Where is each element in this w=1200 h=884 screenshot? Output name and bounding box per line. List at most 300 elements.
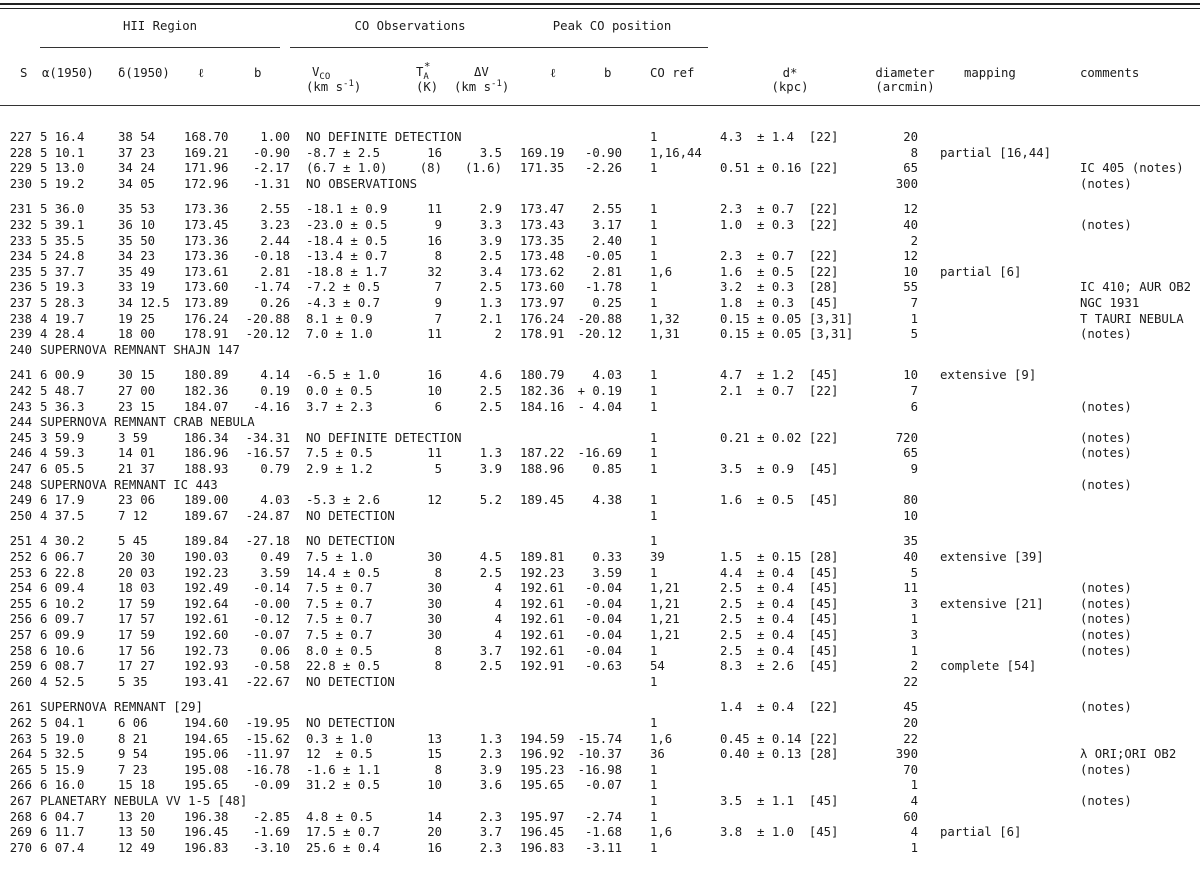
row-237-diam: 7: [910, 296, 918, 310]
col-s: S: [20, 66, 28, 80]
row-238-ta: 7: [434, 311, 442, 326]
row-231-ta: 11: [427, 202, 442, 217]
row-238-pl: 176.24: [520, 311, 565, 326]
row-263-l: 194.65: [184, 731, 229, 746]
col-b: b: [254, 66, 262, 80]
row-231-s: 231: [9, 202, 32, 217]
row-249-ta: 12: [427, 493, 442, 508]
row-270-ta: 16: [427, 840, 442, 855]
row-228-d: 37 23: [118, 145, 156, 160]
row-245-d: 3 59: [118, 430, 148, 445]
row-250-v: NO DETECTION: [306, 508, 395, 523]
row-255-ta: 30: [427, 596, 442, 611]
row-241-a: 6 00.9: [40, 368, 85, 383]
row-247-pb: 0.85: [592, 462, 622, 476]
row-246-ta: 11: [427, 446, 442, 461]
row-263-diam: 22: [903, 731, 918, 746]
row-231-pb: 2.55: [592, 202, 622, 217]
row-234-d: 34 23: [118, 249, 156, 264]
row-247-ta: 5: [434, 462, 442, 476]
row-236-dv: 2.5: [479, 280, 502, 295]
row-249-pl: 189.45: [520, 493, 565, 508]
row-239-com: (notes): [1080, 327, 1132, 342]
row-260-ref: 1: [650, 674, 658, 689]
row-243-dv: 2.5: [479, 399, 502, 414]
row-246-com: (notes): [1080, 446, 1132, 461]
row-241-l: 180.89: [184, 368, 229, 383]
row-270-l: 196.83: [184, 840, 229, 855]
row-261-dist: 1.4 ± 0.4 [22]: [720, 700, 839, 715]
row-264-a: 5 32.5: [40, 747, 85, 762]
row-255-ref: 1,21: [650, 596, 680, 611]
row-233-b: 2.44: [260, 233, 290, 248]
row-252-pb: 0.33: [592, 550, 622, 564]
row-255-pb: -0.04: [584, 596, 622, 611]
col-peak-l: ℓ: [550, 66, 556, 80]
row-256-a: 6 09.7: [40, 612, 85, 627]
row-233-diam: 2: [910, 233, 918, 248]
row-258-ref: 1: [650, 643, 658, 658]
row-246-pb: -16.69: [577, 446, 622, 461]
col-peak-b: b: [604, 66, 612, 80]
row-258-b: 0.06: [260, 643, 290, 658]
row-258-s: 258: [9, 643, 32, 658]
row-257-ref: 1,21: [650, 628, 680, 642]
row-232-dist: 1.0 ± 0.3 [22]: [720, 218, 839, 232]
row-245-v: NO DEFINITE DETECTION: [306, 430, 462, 445]
row-263-s: 263: [9, 731, 32, 746]
row-253-ref: 1: [650, 565, 658, 580]
row-231-dv: 2.9: [479, 202, 502, 217]
row-258-pb: -0.04: [584, 643, 622, 658]
row-267-s: 267: [9, 794, 32, 808]
row-264-pl: 196.92: [520, 747, 565, 762]
row-235-map: partial [6]: [940, 264, 1022, 279]
row-232-l: 173.45: [184, 218, 229, 232]
row-232-v: -23.0 ± 0.5: [306, 218, 388, 232]
row-264-l: 195.06: [184, 747, 229, 762]
row-237-a: 5 28.3: [40, 296, 85, 310]
row-265-b: -16.78: [245, 762, 290, 777]
row-235-s: 235: [9, 264, 32, 279]
row-269-pb: -1.68: [584, 825, 622, 840]
row-249-a: 6 17.9: [40, 493, 85, 508]
row-252-b: 0.49: [260, 550, 290, 564]
row-239-dv: 2: [494, 327, 502, 342]
row-243-b: -4.16: [252, 399, 290, 414]
row-266-diam: 1: [910, 778, 918, 793]
row-250-l: 189.67: [184, 508, 229, 523]
row-250-s: 250: [9, 508, 32, 523]
row-239-dist: 0.15 ± 0.05 [3,31]: [720, 327, 854, 342]
row-227-v: NO DEFINITE DETECTION: [306, 130, 462, 144]
row-233-ref: 1: [650, 233, 658, 248]
row-265-d: 7 23: [118, 762, 148, 777]
row-236-com: IC 410; AUR OB2: [1080, 280, 1192, 295]
row-270-a: 6 07.4: [40, 840, 85, 855]
col-vco-unit-label: (km s: [306, 80, 344, 94]
row-229-l: 171.96: [184, 161, 229, 176]
row-240-a: SUPERNOVA REMNANT SHAJN 147: [40, 342, 240, 357]
row-263-b: -15.62: [245, 731, 290, 746]
row-270-pb: -3.11: [584, 840, 622, 855]
row-239-pl: 178.91: [520, 327, 565, 342]
row-243-com: (notes): [1080, 399, 1132, 414]
row-230-s: 230: [9, 176, 32, 191]
row-258-com: (notes): [1080, 643, 1132, 658]
row-268-ref: 1: [650, 809, 658, 824]
row-230-a: 5 19.2: [40, 176, 85, 191]
row-256-com: (notes): [1080, 612, 1132, 627]
row-270-ref: 1: [650, 840, 658, 855]
row-246-dv: 1.3: [479, 446, 502, 461]
row-229-d: 34 24: [118, 161, 156, 176]
row-266-d: 15 18: [118, 778, 156, 793]
row-253-d: 20 03: [118, 565, 156, 580]
row-258-dv: 3.7: [479, 643, 502, 658]
row-237-l: 173.89: [184, 296, 229, 310]
row-236-d: 33 19: [118, 280, 156, 295]
row-245-ref: 1: [650, 430, 658, 445]
row-236-pb: -1.78: [584, 280, 622, 295]
row-228-a: 5 10.1: [40, 145, 85, 160]
row-270-b: -3.10: [252, 840, 290, 855]
row-270-pl: 196.83: [520, 840, 565, 855]
row-234-dv: 2.5: [479, 249, 502, 264]
row-263-d: 8 21: [118, 731, 148, 746]
row-254-s: 254: [9, 581, 32, 596]
row-270-s: 270: [9, 840, 32, 855]
row-239-l: 178.91: [184, 327, 229, 342]
row-243-diam: 6: [910, 399, 918, 414]
row-253-dv: 2.5: [479, 565, 502, 580]
row-259-d: 17 27: [118, 659, 156, 674]
row-254-d: 18 03: [118, 581, 156, 596]
row-228-map: partial [16,44]: [940, 145, 1052, 160]
row-229-s: 229: [9, 161, 32, 176]
row-233-l: 173.36: [184, 233, 229, 248]
row-238-pb: -20.88: [577, 311, 622, 326]
row-245-b: -34.31: [245, 430, 290, 445]
row-227-b: 1.00: [260, 130, 290, 144]
row-245-diam: 720: [895, 430, 918, 445]
row-244-s: 244: [9, 415, 32, 430]
row-253-a: 6 22.8: [40, 565, 85, 580]
row-232-ta: 9: [434, 218, 442, 232]
row-258-dist: 2.5 ± 0.4 [45]: [720, 643, 839, 658]
row-265-v: -1.6 ± 1.1: [306, 762, 381, 777]
col-l: ℓ: [198, 66, 204, 80]
row-239-s: 239: [9, 327, 32, 342]
row-265-diam: 70: [903, 762, 918, 777]
col-dv-unit-label: (km s: [454, 80, 492, 94]
row-257-pb: -0.04: [584, 628, 622, 642]
group-peak-co-position: Peak CO position: [552, 19, 672, 33]
row-246-v: 7.5 ± 0.5: [306, 446, 373, 461]
row-268-d: 13 20: [118, 809, 156, 824]
row-267-diam: 4: [910, 794, 918, 808]
row-239-b: -20.12: [245, 327, 290, 342]
row-264-v: 12 ± 0.5: [306, 747, 373, 762]
row-238-a: 4 19.7: [40, 311, 85, 326]
row-243-ta: 6: [434, 399, 442, 414]
row-246-s: 246: [9, 446, 32, 461]
row-267-a: PLANETARY NEBULA VV 1-5 [48]: [40, 794, 248, 808]
row-260-d: 5 35: [118, 674, 148, 689]
row-246-l: 186.96: [184, 446, 229, 461]
row-250-a: 4 37.5: [40, 508, 85, 523]
row-237-v: -4.3 ± 0.7: [306, 296, 381, 310]
row-255-com: (notes): [1080, 596, 1132, 611]
row-265-com: (notes): [1080, 762, 1132, 777]
row-236-ta: 7: [434, 280, 442, 295]
row-243-s: 243: [9, 399, 32, 414]
row-245-com: (notes): [1080, 430, 1132, 445]
row-263-dist: 0.45 ± 0.14 [22]: [720, 731, 839, 746]
row-236-diam: 55: [903, 280, 918, 295]
row-247-d: 21 37: [118, 462, 156, 476]
row-229-ta: (8): [419, 161, 442, 176]
row-235-l: 173.61: [184, 264, 229, 279]
row-242-v: 0.0 ± 0.5: [306, 384, 373, 398]
row-241-ta: 16: [427, 368, 442, 383]
row-253-s: 253: [9, 565, 32, 580]
row-269-b: -1.69: [252, 825, 290, 840]
row-228-s: 228: [9, 145, 32, 160]
row-236-ref: 1: [650, 280, 658, 295]
row-264-b: -11.97: [245, 747, 290, 762]
row-252-ta: 30: [427, 550, 442, 564]
row-263-a: 5 19.0: [40, 731, 85, 746]
row-254-ta: 30: [427, 581, 442, 596]
row-229-com: IC 405 (notes): [1080, 161, 1184, 176]
row-261-diam: 45: [903, 700, 918, 715]
row-233-ta: 16: [427, 233, 442, 248]
row-237-ref: 1: [650, 296, 658, 310]
row-227-ref: 1: [650, 130, 658, 144]
row-232-pl: 173.43: [520, 218, 565, 232]
row-243-l: 184.07: [184, 399, 229, 414]
row-257-diam: 3: [910, 628, 918, 642]
row-236-pl: 173.60: [520, 280, 565, 295]
row-227-dist: 4.3 ± 1.4 [22]: [720, 130, 839, 144]
row-235-ta: 32: [427, 264, 442, 279]
row-228-pb: -0.90: [584, 145, 622, 160]
row-235-dv: 3.4: [479, 264, 502, 279]
row-241-diam: 10: [903, 368, 918, 383]
row-253-l: 192.23: [184, 565, 229, 580]
row-255-b: -0.00: [252, 596, 290, 611]
row-252-pl: 189.81: [520, 550, 565, 564]
row-232-pb: 3.17: [592, 218, 622, 232]
row-236-s: 236: [9, 280, 32, 295]
row-231-a: 5 36.0: [40, 202, 85, 217]
row-239-d: 18 00: [118, 327, 156, 342]
col-ta-unit: (K): [416, 80, 439, 94]
row-243-pb: - 4.04: [577, 399, 622, 414]
row-257-v: 7.5 ± 0.7: [306, 628, 373, 642]
row-229-pl: 171.35: [520, 161, 565, 176]
row-253-v: 14.4 ± 0.5: [306, 565, 381, 580]
row-241-ref: 1: [650, 368, 658, 383]
row-234-a: 5 24.8: [40, 249, 85, 264]
row-254-pb: -0.04: [584, 581, 622, 596]
row-238-v: 8.1 ± 0.9: [306, 311, 373, 326]
row-266-ta: 10: [427, 778, 442, 793]
row-259-ta: 8: [434, 659, 442, 674]
row-255-a: 6 10.2: [40, 596, 85, 611]
row-235-d: 35 49: [118, 264, 156, 279]
row-257-dist: 2.5 ± 0.4 [45]: [720, 628, 839, 642]
row-242-diam: 7: [910, 384, 918, 398]
row-237-s: 237: [9, 296, 32, 310]
row-243-a: 5 36.3: [40, 399, 85, 414]
row-245-a: 3 59.9: [40, 430, 85, 445]
row-254-diam: 11: [903, 581, 918, 596]
row-259-pb: -0.63: [584, 659, 622, 674]
row-248-a: SUPERNOVA REMNANT IC 443: [40, 477, 218, 492]
row-251-diam: 35: [903, 534, 918, 549]
row-262-diam: 20: [903, 716, 918, 730]
row-262-s: 262: [9, 716, 32, 730]
row-265-ref: 1: [650, 762, 658, 777]
row-232-diam: 40: [903, 218, 918, 232]
row-239-v: 7.0 ± 1.0: [306, 327, 373, 342]
row-252-a: 6 06.7: [40, 550, 85, 564]
row-262-l: 194.60: [184, 716, 229, 730]
row-265-pl: 195.23: [520, 762, 565, 777]
group-underline-hii: [40, 47, 280, 48]
row-255-dist: 2.5 ± 0.4 [45]: [720, 596, 839, 611]
row-243-v: 3.7 ± 2.3: [306, 399, 373, 414]
row-253-b: 3.59: [260, 565, 290, 580]
row-256-dist: 2.5 ± 0.4 [45]: [720, 612, 839, 627]
row-239-ta: 11: [427, 327, 442, 342]
row-233-v: -18.4 ± 0.5: [306, 233, 388, 248]
row-248-com: (notes): [1080, 477, 1132, 492]
row-266-dv: 3.6: [479, 778, 502, 793]
row-237-com: NGC 1931: [1080, 296, 1140, 310]
row-230-com: (notes): [1080, 176, 1132, 191]
row-257-ta: 30: [427, 628, 442, 642]
col-alpha: α(1950): [42, 66, 94, 80]
row-249-pb: 4.38: [592, 493, 622, 508]
group-underline-co: [290, 47, 530, 48]
row-245-l: 186.34: [184, 430, 229, 445]
col-dv: ΔV: [474, 65, 489, 79]
row-257-d: 17 59: [118, 628, 156, 642]
row-246-d: 14 01: [118, 446, 156, 461]
row-251-l: 189.84: [184, 534, 229, 549]
col-vco-label: V: [312, 65, 320, 79]
row-252-s: 252: [9, 550, 32, 564]
col-vco-unit: (km $s^{-1}$): [306, 79, 362, 94]
row-252-map: extensive [39]: [940, 550, 1044, 564]
row-265-l: 195.08: [184, 762, 229, 777]
row-231-dist: 2.3 ± 0.7 [22]: [720, 202, 839, 217]
row-255-d: 17 59: [118, 596, 156, 611]
row-259-v: 22.8 ± 0.5: [306, 659, 381, 674]
row-247-a: 6 05.5: [40, 462, 85, 476]
row-231-pl: 173.47: [520, 202, 565, 217]
row-228-ta: 16: [427, 145, 442, 160]
row-259-l: 192.93: [184, 659, 229, 674]
row-229-v: (6.7 ± 1.0): [306, 161, 388, 176]
col-ta: $T_A*$: [416, 60, 431, 82]
row-254-ref: 1,21: [650, 581, 680, 596]
row-232-com: (notes): [1080, 218, 1132, 232]
row-269-ref: 1,6: [650, 825, 673, 840]
row-228-diam: 8: [910, 145, 918, 160]
row-247-diam: 9: [910, 462, 918, 476]
row-255-dv: 4: [494, 596, 502, 611]
row-233-pb: 2.40: [592, 233, 622, 248]
row-233-d: 35 50: [118, 233, 156, 248]
row-258-a: 6 10.6: [40, 643, 85, 658]
col-dv-unit: (km $s^{-1}$): [454, 79, 510, 94]
row-255-v: 7.5 ± 0.7: [306, 596, 373, 611]
row-251-v: NO DETECTION: [306, 534, 395, 549]
row-259-dist: 8.3 ± 2.6 [45]: [720, 659, 839, 674]
row-228-b: -0.90: [252, 145, 290, 160]
row-251-d: 5 45: [118, 534, 148, 549]
row-235-a: 5 37.7: [40, 264, 85, 279]
col-distance-unit: (kpc): [771, 80, 809, 94]
row-261-com: (notes): [1080, 700, 1132, 715]
row-243-ref: 1: [650, 399, 658, 414]
row-249-v: -5.3 ± 2.6: [306, 493, 381, 508]
row-268-b: -2.85: [252, 809, 290, 824]
row-228-dv: 3.5: [479, 145, 502, 160]
row-251-s: 251: [9, 534, 32, 549]
row-257-com: (notes): [1080, 628, 1132, 642]
row-269-diam: 4: [910, 825, 918, 840]
row-266-v: 31.2 ± 0.5: [306, 778, 381, 793]
row-264-d: 9 54: [118, 747, 148, 762]
row-269-s: 269: [9, 825, 32, 840]
row-233-pl: 173.35: [520, 233, 565, 248]
row-269-dist: 3.8 ± 1.0 [45]: [720, 825, 839, 840]
row-241-pb: 4.03: [592, 368, 622, 383]
row-253-diam: 5: [910, 565, 918, 580]
row-260-a: 4 52.5: [40, 674, 85, 689]
row-235-v: -18.8 ± 1.7: [306, 264, 388, 279]
row-256-v: 7.5 ± 0.7: [306, 612, 373, 627]
row-235-ref: 1,6: [650, 264, 673, 279]
row-259-b: -0.58: [252, 659, 290, 674]
row-257-pl: 192.61: [520, 628, 565, 642]
row-234-l: 173.36: [184, 249, 229, 264]
row-227-diam: 20: [903, 130, 918, 144]
row-264-ref: 36: [650, 747, 665, 762]
row-249-l: 189.00: [184, 493, 229, 508]
row-234-dist: 2.3 ± 0.7 [22]: [720, 249, 839, 264]
row-241-pl: 180.79: [520, 368, 565, 383]
row-232-ref: 1: [650, 218, 658, 232]
row-260-s: 260: [9, 674, 32, 689]
row-234-ref: 1: [650, 249, 658, 264]
row-236-a: 5 19.3: [40, 280, 85, 295]
row-242-a: 5 48.7: [40, 384, 85, 398]
row-241-d: 30 15: [118, 368, 156, 383]
row-258-v: 8.0 ± 0.5: [306, 643, 373, 658]
row-268-a: 6 04.7: [40, 809, 85, 824]
row-247-ref: 1: [650, 462, 658, 476]
row-258-diam: 1: [910, 643, 918, 658]
row-264-s: 264: [9, 747, 32, 762]
row-258-d: 17 56: [118, 643, 156, 658]
row-268-diam: 60: [903, 809, 918, 824]
